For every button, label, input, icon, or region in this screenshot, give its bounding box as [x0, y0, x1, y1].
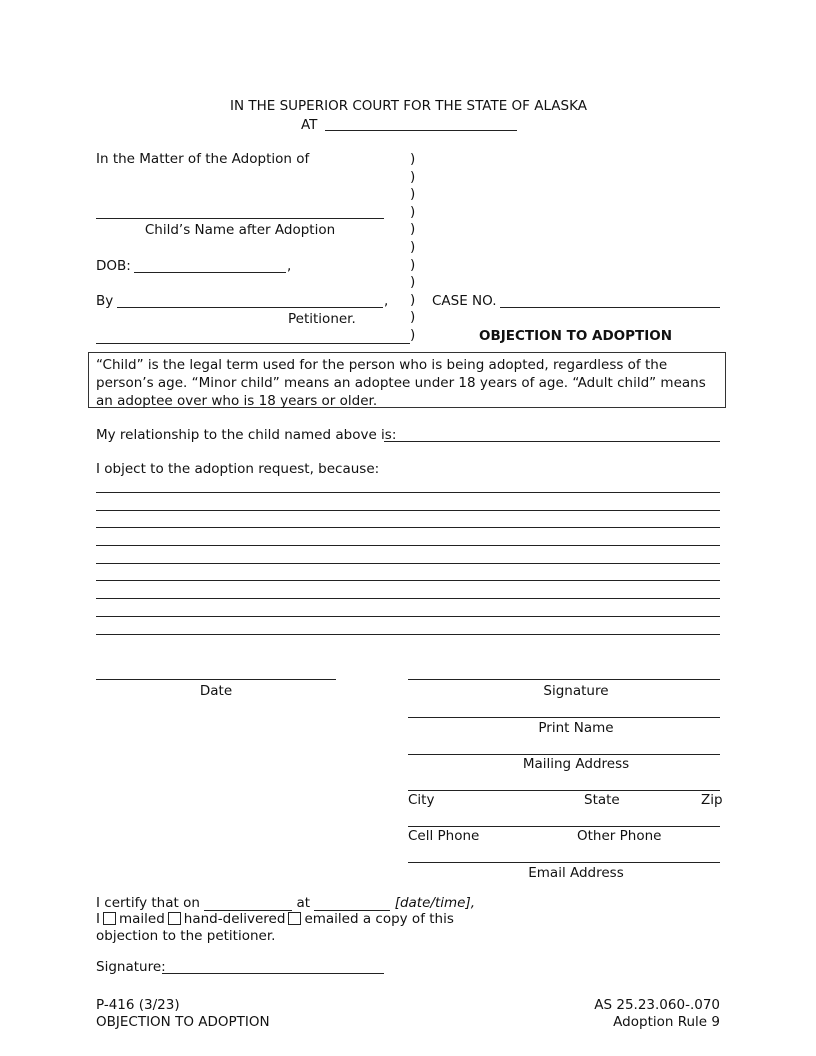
form-name: OBJECTION TO ADOPTION [96, 1014, 270, 1030]
objection-line[interactable] [96, 563, 720, 564]
objection-label: I object to the adoption request, because: [96, 461, 380, 477]
form-number: P-416 (3/23) [96, 997, 180, 1013]
signature-field[interactable] [408, 679, 720, 680]
certify-i: I [96, 911, 100, 927]
cell-phone-label: Cell Phone [408, 828, 480, 844]
city-label: City [408, 792, 435, 808]
zip-label: Zip [701, 792, 723, 808]
objection-line[interactable] [96, 580, 720, 581]
state-label: State [584, 792, 620, 808]
objection-line[interactable] [96, 492, 720, 493]
dob-field[interactable] [134, 272, 286, 273]
objection-line[interactable] [96, 598, 720, 599]
child-name-field[interactable] [96, 218, 384, 219]
certify-signature-label: Signature: [96, 959, 166, 975]
paren: ) [410, 326, 416, 343]
mailed-checkbox[interactable] [103, 912, 116, 925]
email-label: Email Address [528, 865, 624, 881]
court-location-field[interactable] [325, 130, 517, 131]
paren: ) [410, 238, 416, 255]
certify-signature-field[interactable] [162, 973, 384, 974]
paren: ) [410, 291, 416, 308]
paren: ) [410, 168, 416, 185]
relationship-field[interactable] [384, 441, 720, 442]
date-label: Date [199, 683, 233, 699]
date-time-hint: [date/time], [394, 895, 476, 911]
hand-delivered-checkbox[interactable] [168, 912, 181, 925]
mailing-address-label: Mailing Address [522, 756, 630, 772]
certify-time-field[interactable] [314, 896, 390, 911]
relationship-label: My relationship to the child named above is: [96, 427, 397, 443]
dob-comma: , [287, 258, 292, 274]
signature-label: Signature [543, 683, 609, 699]
paren: ) [410, 256, 416, 273]
by-comma: , [384, 293, 389, 309]
certify-line-1 [96, 895, 475, 911]
petitioner-name-field[interactable] [117, 307, 383, 308]
objection-line[interactable] [96, 634, 720, 635]
paren: ) [410, 221, 416, 238]
certify-line-2 [96, 911, 454, 927]
paren: ) [410, 186, 416, 203]
paren: ) [410, 309, 416, 326]
paren: ) [410, 151, 416, 167]
print-name-field[interactable] [408, 717, 720, 718]
objection-line[interactable] [96, 527, 720, 528]
email-field[interactable] [408, 862, 720, 863]
certify-at: at [296, 895, 311, 911]
at-label: AT [301, 117, 318, 133]
form-title: OBJECTION TO ADOPTION [479, 328, 673, 344]
emailed-label: emailed a copy of this [304, 911, 454, 927]
statute: AS 25.23.060-.070 [594, 997, 720, 1013]
certify-line-3: objection to the petitioner. [96, 928, 276, 944]
phone-field[interactable] [408, 826, 720, 827]
city-state-zip-field[interactable] [408, 790, 720, 791]
objection-line[interactable] [96, 545, 720, 546]
court-heading: IN THE SUPERIOR COURT FOR THE STATE OF ALASKA [230, 98, 587, 114]
paren: ) [410, 274, 416, 291]
child-name-label: Child’s Name after Adoption [144, 222, 336, 238]
certify-prefix: I certify that on [96, 895, 200, 911]
dob-label: DOB: [96, 258, 131, 274]
case-no-field[interactable] [500, 307, 720, 308]
other-phone-label: Other Phone [577, 828, 662, 844]
rule: Adoption Rule 9 [613, 1014, 720, 1030]
by-label: By [96, 293, 114, 309]
petitioner-extra-field[interactable] [96, 343, 410, 344]
objection-line[interactable] [96, 616, 720, 617]
emailed-checkbox[interactable] [288, 912, 301, 925]
objection-line[interactable] [96, 510, 720, 511]
caption-parens [410, 151, 415, 345]
petitioner-label: Petitioner. [288, 311, 356, 327]
mailed-label: mailed [118, 911, 165, 927]
date-field[interactable] [96, 679, 336, 680]
case-no-label: CASE NO. [432, 293, 497, 309]
paren: ) [410, 203, 416, 220]
child-definition-notice: “Child” is the legal term used for the person who is being adopted, regardless of the person’s age. “Minor child” means an adoptee under 18 years of age. “Adult child” means an adoptee over who is 18 years or older. [88, 352, 726, 408]
hand-delivered-label: hand-delivered [183, 911, 286, 927]
mailing-address-field[interactable] [408, 754, 720, 755]
print-name-label: Print Name [538, 720, 614, 736]
certify-date-field[interactable] [204, 896, 292, 911]
matter-label: In the Matter of the Adoption of [96, 151, 310, 167]
